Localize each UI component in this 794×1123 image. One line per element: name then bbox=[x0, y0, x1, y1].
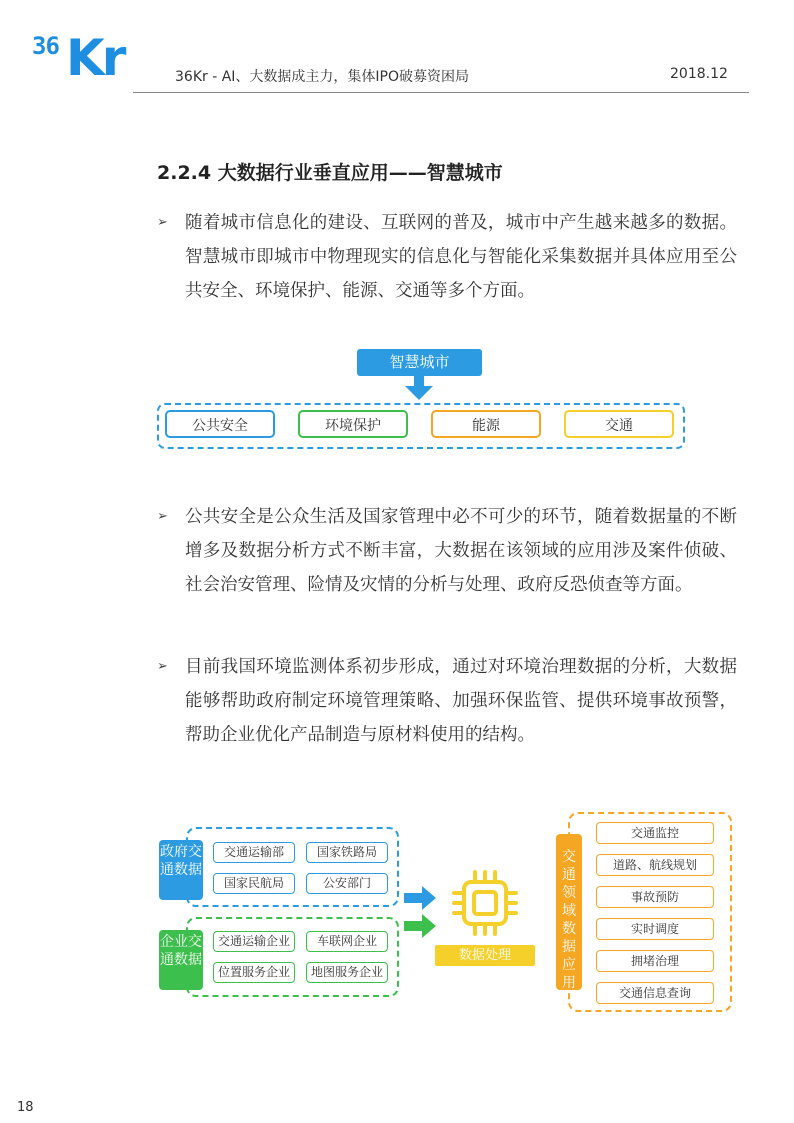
ent-item: 车联网企业 bbox=[306, 931, 388, 952]
bullet-arrow-icon: ➢ bbox=[157, 215, 168, 230]
domain-transport: 交通 bbox=[564, 410, 674, 438]
right-arrow-icon bbox=[404, 886, 436, 910]
app-item: 交通信息查询 bbox=[596, 982, 714, 1004]
ent-item: 位置服务企业 bbox=[213, 962, 295, 983]
page-number: 18 bbox=[17, 1100, 34, 1115]
gov-item: 公安部门 bbox=[306, 873, 388, 894]
chip-icon bbox=[450, 868, 520, 938]
gov-data-frame bbox=[186, 827, 399, 907]
domain-environment: 环境保护 bbox=[298, 410, 408, 438]
data-process-label: 数据处理 bbox=[435, 945, 535, 966]
bullet-item bbox=[157, 206, 737, 308]
gov-item: 交通运输部 bbox=[213, 842, 295, 863]
app-item: 道路、航线规划 bbox=[596, 854, 714, 876]
bullet-text: 公共安全是公众生活及国家管理中必不可少的环节，随着数据量的不断增多及数据分析方式不断丰富，大数据在该领域的应用涉及案件侦破、社会治安管理、险情及灾情的分析与处理、政府反恐侦查等方面。 bbox=[185, 507, 737, 595]
ent-item: 交通运输企业 bbox=[213, 931, 295, 952]
logo-digits: 36 bbox=[32, 32, 59, 60]
app-label: 交通领域数据应用 bbox=[556, 834, 582, 990]
app-item: 实时调度 bbox=[596, 918, 714, 940]
gov-item: 国家铁路局 bbox=[306, 842, 388, 863]
logo-letters: Kr bbox=[66, 29, 124, 87]
section-title: 2.2.4 大数据行业垂直应用——智慧城市 bbox=[157, 162, 503, 184]
domain-energy: 能源 bbox=[431, 410, 541, 438]
app-item: 拥堵治理 bbox=[596, 950, 714, 972]
app-item: 事故预防 bbox=[596, 886, 714, 908]
header-title: 36Kr - AI、大数据成主力，集体IPO破募资困局 bbox=[175, 69, 469, 85]
app-item: 交通监控 bbox=[596, 822, 714, 844]
header-date: 2018.12 bbox=[670, 66, 728, 82]
bullet-item bbox=[157, 500, 737, 602]
bullet-text: 目前我国环境监测体系初步形成，通过对环境治理数据的分析，大数据能够帮助政府制定环境管理策略、加强环保监管、提供环境事故预警，帮助企业优化产品制造与原材料使用的结构。 bbox=[185, 657, 737, 745]
ent-data-frame bbox=[186, 917, 399, 997]
down-arrow-head-icon bbox=[405, 386, 433, 400]
ent-data-label: 企业交通数据 bbox=[159, 930, 203, 990]
ent-item: 地图服务企业 bbox=[306, 962, 388, 983]
bullet-item bbox=[157, 650, 737, 752]
domain-public-safety: 公共安全 bbox=[165, 410, 275, 438]
bullet-arrow-icon: ➢ bbox=[157, 659, 168, 674]
bullet-arrow-icon: ➢ bbox=[157, 509, 168, 524]
header-divider bbox=[133, 92, 749, 93]
smart-city-node: 智慧城市 bbox=[357, 349, 482, 376]
gov-data-label: 政府交通数据 bbox=[159, 840, 203, 900]
right-arrow-icon bbox=[404, 914, 436, 938]
brand-logo bbox=[30, 28, 138, 88]
bullet-text: 随着城市信息化的建设、互联网的普及，城市中产生越来越多的数据。智慧城市即城市中物理现实的信息化与智能化采集数据并具体应用至公共安全、环境保护、能源、交通等多个方面。 bbox=[185, 213, 737, 301]
gov-item: 国家民航局 bbox=[213, 873, 295, 894]
